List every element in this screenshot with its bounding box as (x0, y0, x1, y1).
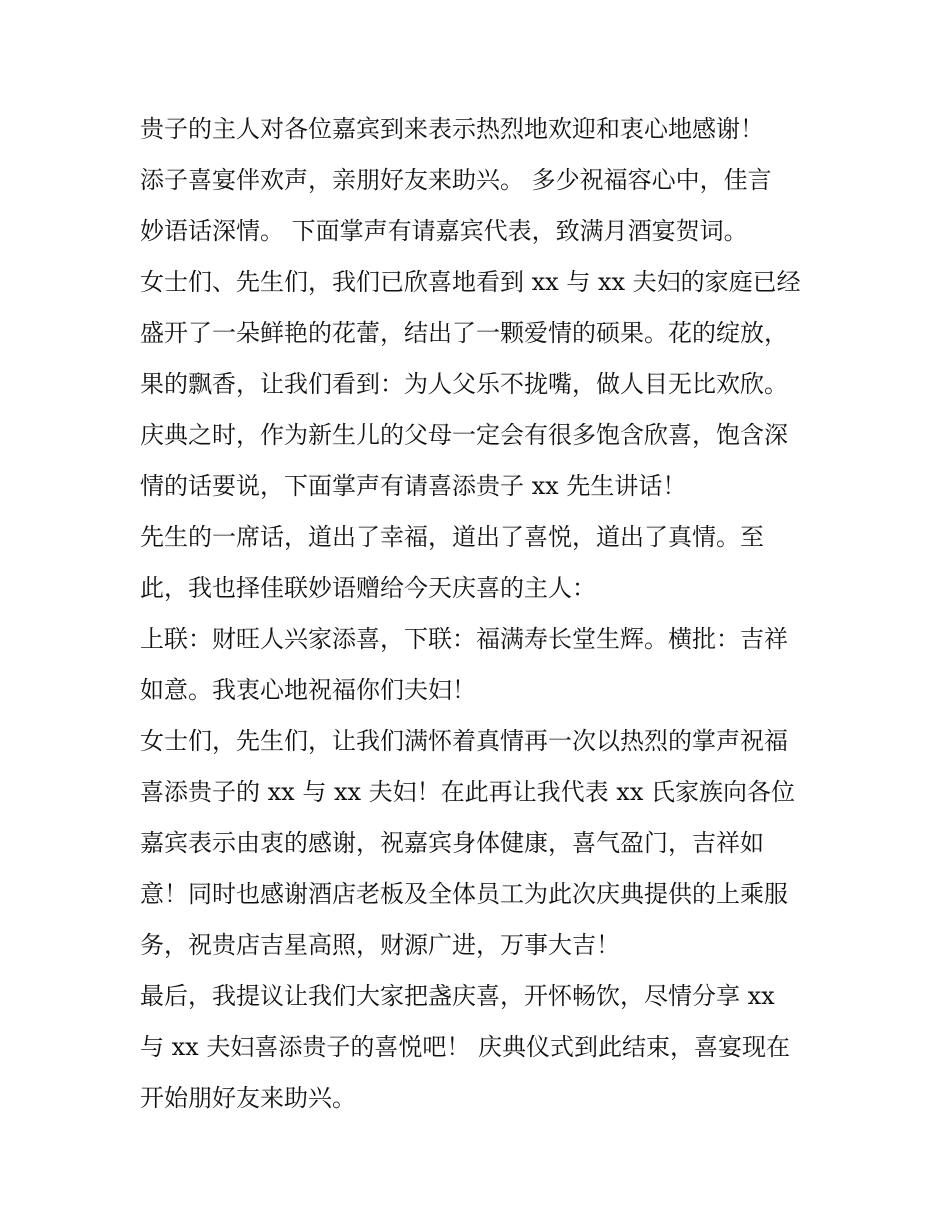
text-line: 女士们，先生们，让我们满怀着真情再一次以热烈的掌声祝福 (140, 727, 788, 755)
text-line: 庆典之时，作为新生儿的父母一定会有很多饱含欣喜，饱含深 (140, 421, 788, 449)
text-line: 喜添贵子的 xx 与 xx 夫妇！在此再让我代表 xx 氏家族向各位 (140, 778, 795, 806)
text-line: 果的飘香，让我们看到：为人父乐不拢嘴，做人目无比欢欣。 (140, 370, 788, 398)
text-line: 最后，我提议让我们大家把盏庆喜，开怀畅饮，尽情分享 xx (140, 982, 775, 1010)
text-line: 情的话要说，下面掌声有请喜添贵子 xx 先生讲话！ (140, 472, 687, 500)
text-line: 女士们、先生们，我们已欣喜地看到 xx 与 xx 夫妇的家庭已经 (140, 268, 801, 296)
text-line: 贵子的主人对各位嘉宾到来表示热烈地欢迎和衷心地感谢！ (140, 115, 764, 143)
text-line: 此，我也择佳联妙语赠给今天庆喜的主人： (140, 574, 596, 602)
text-line: 意！同时也感谢酒店老板及全体员工为此次庆典提供的上乘服 (140, 880, 788, 908)
text-line: 如意。我衷心地祝福你们夫妇！ (140, 676, 476, 704)
text-line: 先生的一席话，道出了幸福，道出了喜悦，道出了真情。至 (140, 523, 764, 551)
text-line: 开始朋好友来助兴。 (140, 1084, 356, 1112)
text-line: 务，祝贵店吉星高照，财源广进，万事大吉！ (140, 931, 620, 959)
text-line: 上联：财旺人兴家添喜，下联：福满寿长堂生辉。横批：吉祥 (140, 625, 788, 653)
text-line: 嘉宾表示由衷的感谢，祝嘉宾身体健康，喜气盈门，吉祥如 (140, 829, 764, 857)
text-line: 与 xx 夫妇喜添贵子的喜悦吧！ 庆典仪式到此结束，喜宴现在 (140, 1033, 790, 1061)
text-line: 添子喜宴伴欢声，亲朋好友来助兴。 多少祝福容心中，佳言 (140, 166, 772, 194)
document-body (140, 104, 820, 1124)
text-line: 盛开了一朵鲜艳的花蕾，结出了一颗爱情的硕果。花的绽放， (140, 319, 788, 347)
text-line: 妙语话深情。 下面掌声有请嘉宾代表，致满月酒宴贺词。 (140, 217, 748, 245)
